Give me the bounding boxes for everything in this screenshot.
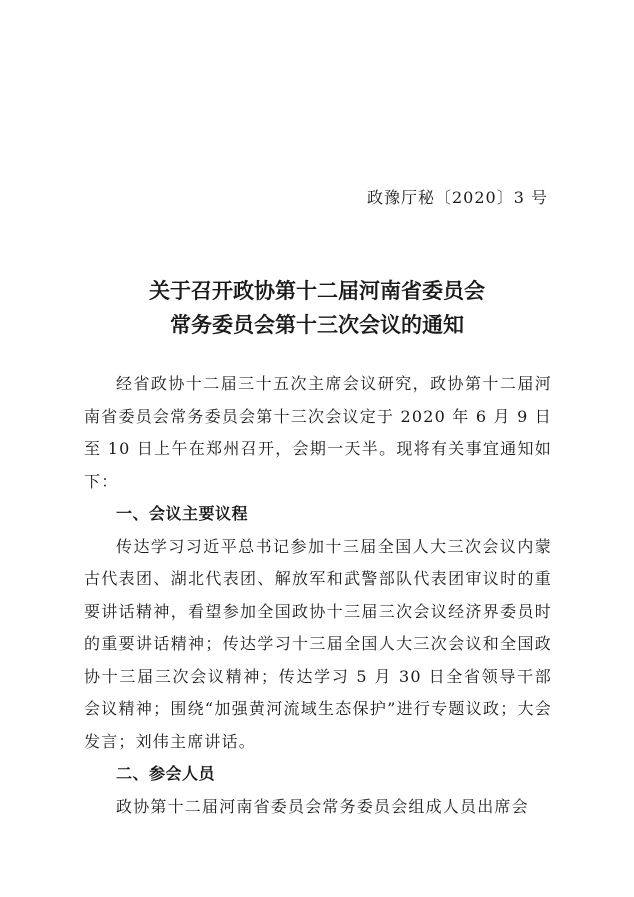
section-heading-agenda: 一、会议主要议程 — [116, 504, 249, 523]
title-line-2: 常务委员会第十三次会议的通知 — [170, 313, 464, 337]
section-heading-attendees: 二、参会人员 — [116, 764, 216, 783]
attendees-paragraph: 政协第十二届河南省委员会常务委员会组成人员出席会 — [116, 796, 529, 816]
document-number: 政豫厅秘〔2020〕3 号 — [367, 188, 548, 207]
intro-paragraph: 经省政协十二届三十五次主席会议研究，政协第十二届河南省委员会常务委员会第十三次会议定于 2020 年 6 月 9 日至 10 日上午在郑州召开，会期一天半。现将有关事宜通知如下： — [84, 374, 552, 491]
document-body — [84, 368, 552, 823]
agenda-paragraph: 传达学习习近平总书记参加十三届全国人大三次会议内蒙古代表团、湖北代表团、解放军和武警部队代表团审议时的重要讲话精神，看望参加全国政协十三届三次会议经济界委员时的重要讲话精神；传达学习十三届全国人大三次会议和全国政协十三届三次会议精神；传达学习 5 月 30 日全省领导干部会议精神；围绕“加强黄河流域生态保护”进行专题议政；大会发言；刘伟主席讲话。 — [84, 536, 552, 751]
title-line-1: 关于召开政协第十二届河南省委员会 — [149, 279, 485, 303]
document-title — [0, 274, 634, 342]
